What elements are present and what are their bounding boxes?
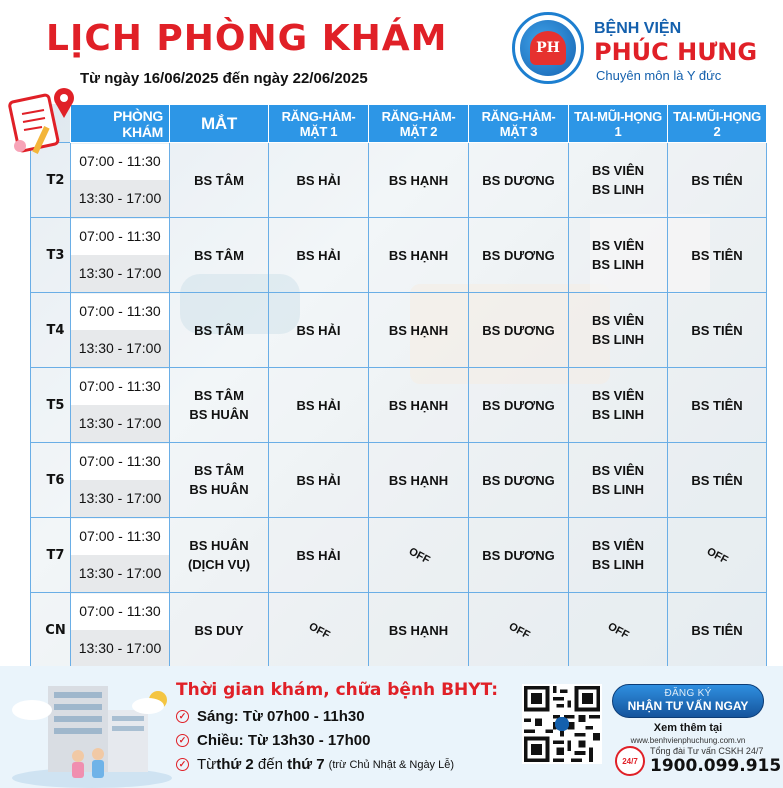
doctor-cell [469,518,569,593]
doctor-name: BS HẠNH [388,397,449,413]
off-label: OFF [306,620,332,642]
brand-line-1: BỆNH VIỆN [594,20,682,37]
doctor-name: BS VIÊN [591,313,644,328]
time-cell [71,143,170,218]
doctor-name: BS HẠNH [388,472,449,488]
off-cell [269,593,369,668]
table-row [31,518,767,593]
cta-main-label: NHẬN TƯ VẤN NGAY [627,699,749,713]
time-cell [71,218,170,293]
doctor-cell [269,143,369,218]
time-cell [71,443,170,518]
off-label: OFF [704,545,730,567]
doctor-cell [269,368,369,443]
doctor-name: BS DUY [194,622,244,638]
column-header: TAI-MŨI-HỌNG 2 [668,105,767,143]
footer [0,666,783,788]
doctor-name: BS HUÂN [189,407,249,422]
doctor-name: BS LINH [592,257,644,272]
doctor-name: BS LINH [592,332,644,347]
doctor-cell [469,443,569,518]
doctor-name: BS TÂM [194,463,244,478]
doctor-cell [170,368,269,443]
doctor-cell [668,443,767,518]
doctor-name: BS TIÊN [691,247,743,263]
doctor-name: BS VIÊN [591,163,644,178]
time-afternoon: 13:30 - 17:00 [71,630,169,667]
doctor-cell [170,218,269,293]
doctor-name: BS HUÂN [189,482,249,497]
doctor-name: BS VIÊN [591,463,644,478]
time-cell [71,593,170,668]
time-afternoon: 13:30 - 17:00 [71,255,169,292]
date-range: Từ ngày 16/06/2025 đến ngày 22/06/2025 [80,70,368,87]
column-header: PHÒNG KHÁM [71,105,170,143]
day-label: T4 [31,293,71,368]
day-label: CN [31,593,71,668]
see-more-label: Xem thêm tại [653,722,723,734]
doctor-cell [569,518,668,593]
doctor-name: BS LINH [592,557,644,572]
doctor-cell [569,443,668,518]
doctor-name: BS TÂM [194,172,244,188]
doctor-cell [369,143,469,218]
hotline-label: Tổng đài Tư vấn CSKH 24/7 [650,746,764,756]
time-afternoon: 13:30 - 17:00 [71,405,169,442]
doctor-cell [569,293,668,368]
doctor-name: BS HẠNH [388,322,449,338]
table-row [31,218,767,293]
bhyt-afternoon [176,732,370,749]
doctor-name: BS HẢI [296,397,341,413]
doctor-name: BS VIÊN [591,238,644,253]
time-morning: 07:00 - 11:30 [71,144,169,181]
doctor-cell [269,443,369,518]
bhyt-days [176,756,454,773]
doctor-name: BS DƯƠNG [482,322,555,338]
hospital-illustration [8,670,176,788]
bhyt-day-end: thứ 7 [287,756,325,773]
time-afternoon: 13:30 - 17:00 [71,180,169,217]
bhyt-days-mid: đến [253,756,288,773]
doctor-cell [170,518,269,593]
bhyt-morning-text: Sáng: Từ 07h00 - 11h30 [197,708,365,725]
qr-code[interactable] [522,684,602,764]
cta-top-label: ĐĂNG KÝ [664,688,712,699]
register-consult-button[interactable] [612,684,764,718]
bhyt-days-pre: Từ [197,756,217,773]
column-header: RĂNG-HÀM-MẶT 1 [269,105,369,143]
time-morning: 07:00 - 11:30 [71,219,169,256]
doctor-cell [369,593,469,668]
doctor-cell [668,143,767,218]
doctor-name: BS DƯƠNG [482,247,555,263]
doctor-cell [170,143,269,218]
doctor-cell [369,443,469,518]
doctor-name: BS HẢI [296,547,341,563]
website-link[interactable]: www.benhvienphuchung.com.vn [630,736,746,745]
time-morning: 07:00 - 11:30 [71,369,169,406]
doctor-cell [668,368,767,443]
doctor-name: BS TIÊN [691,322,743,338]
doctor-name: BS TIÊN [691,397,743,413]
doctor-name: BS HẠNH [388,172,449,188]
day-label: T6 [31,443,71,518]
doctor-cell [469,218,569,293]
time-cell [71,293,170,368]
doctor-name: BS DƯƠNG [482,547,555,563]
doctor-cell [569,368,668,443]
doctor-name: BS TIÊN [691,472,743,488]
off-cell [668,518,767,593]
table-row [31,368,767,443]
doctor-cell [469,293,569,368]
time-morning: 07:00 - 11:30 [71,594,169,631]
logo-mark: PH [530,31,566,65]
day-label: T7 [31,518,71,593]
schedule-table [30,104,767,668]
doctor-name: BS HẠNH [388,622,449,638]
doctor-name: BS TIÊN [691,622,743,638]
doctor-name: BS TÂM [194,247,244,263]
time-cell [71,368,170,443]
off-label: OFF [506,620,532,642]
doctor-cell [269,218,369,293]
doctor-cell [569,218,668,293]
doctor-name: BS TIÊN [691,172,743,188]
column-header: RĂNG-HÀM-MẶT 2 [369,105,469,143]
table-row [31,293,767,368]
time-morning: 07:00 - 11:30 [71,519,169,556]
doctor-cell [469,368,569,443]
doctor-name: BS HẢI [296,472,341,488]
table-header-row [31,105,767,143]
doctor-name: BS TÂM [194,322,244,338]
doctor-name: BS HẠNH [388,247,449,263]
doctor-name: BS HẢI [296,322,341,338]
table-row [31,593,767,668]
doctor-name: BS HUÂN [189,538,249,553]
bhyt-afternoon-text: Chiều: Từ 13h30 - 17h00 [197,732,371,749]
doctor-name: BS TÂM [194,388,244,403]
column-header: RĂNG-HÀM-MẶT 3 [469,105,569,143]
doctor-name: BS DƯƠNG [482,397,555,413]
doctor-name: BS LINH [592,407,644,422]
doctor-name: (DỊCH VỤ) [187,557,251,572]
doctor-cell [369,218,469,293]
time-morning: 07:00 - 11:30 [71,294,169,331]
check-icon: ✓ [176,758,189,771]
off-cell [469,593,569,668]
day-label: T2 [31,143,71,218]
brand-tagline: Chuyên môn là Y đức [596,68,722,83]
doctor-cell [668,593,767,668]
time-afternoon: 13:30 - 17:00 [71,555,169,592]
doctor-name: BS DƯƠNG [482,172,555,188]
time-morning: 07:00 - 11:30 [71,444,169,481]
hotline-badge-text: 24/7 [622,756,638,766]
day-label: T5 [31,368,71,443]
doctor-cell [569,143,668,218]
doctor-name: BS HẢI [296,247,341,263]
table-row [31,443,767,518]
time-afternoon: 13:30 - 17:00 [71,480,169,517]
off-label: OFF [605,620,631,642]
day-label: T3 [31,218,71,293]
check-icon: ✓ [176,734,189,747]
hotline-number[interactable]: 1900.099.915 [650,756,782,776]
column-header: MẮT [170,105,269,143]
bhyt-days-note: (trừ Chủ Nhật & Ngày Lễ) [328,758,455,771]
off-cell [569,593,668,668]
schedule-table-wrapper [30,104,766,666]
doctor-name: BS LINH [592,182,644,197]
off-cell [369,518,469,593]
hotline-badge-icon [615,746,645,776]
page-title: LỊCH PHÒNG KHÁM [46,18,448,59]
column-header: TAI-MŨI-HỌNG 1 [569,105,668,143]
check-icon: ✓ [176,710,189,723]
doctor-name: BS DƯƠNG [482,472,555,488]
off-label: OFF [406,545,432,567]
doctor-cell [170,443,269,518]
doctor-cell [269,518,369,593]
doctor-cell [668,218,767,293]
bhyt-title: Thời gian khám, chữa bệnh BHYT: [176,680,499,700]
doctor-name: BS VIÊN [591,538,644,553]
table-row [31,143,767,218]
doctor-cell [469,143,569,218]
doctor-cell [170,293,269,368]
doctor-name: BS HẢI [296,172,341,188]
hospital-logo [512,12,584,84]
doctor-cell [170,593,269,668]
time-afternoon: 13:30 - 17:00 [71,330,169,367]
clipboard-icon [8,84,78,164]
doctor-cell [369,368,469,443]
doctor-name: BS LINH [592,482,644,497]
doctor-cell [668,293,767,368]
doctor-name: BS VIÊN [591,388,644,403]
bhyt-day-start: thứ 2 [216,756,254,773]
doctor-cell [269,293,369,368]
bhyt-morning [176,708,365,725]
time-cell [71,518,170,593]
doctor-cell [369,293,469,368]
brand-name: PHÚC HƯNG [594,38,758,66]
